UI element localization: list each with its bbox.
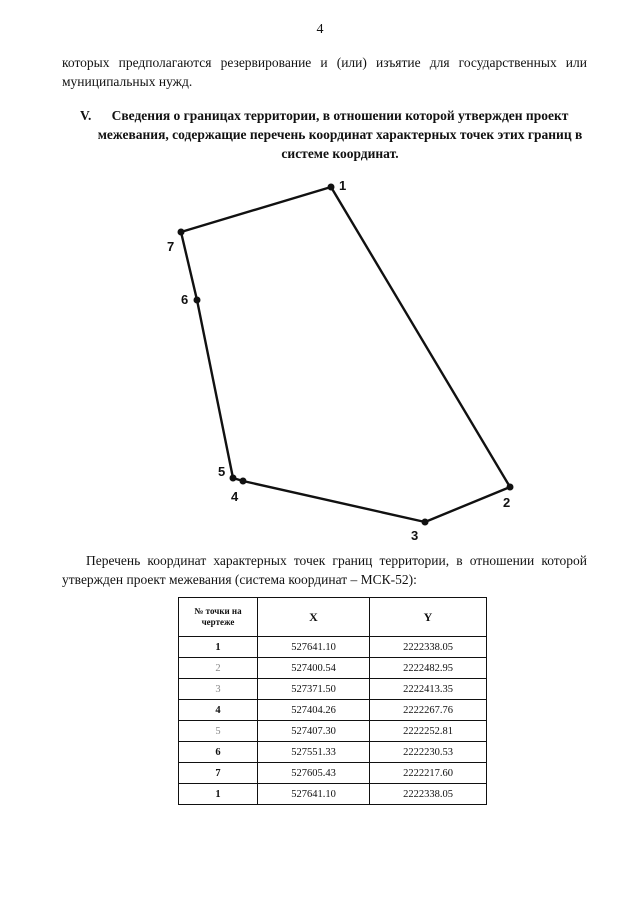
coords-caption: Перечень координат характерных точек границ территории, в отношении которой утвержден проект межевания (система координат – МСК-52): <box>62 553 587 587</box>
intro-paragraph: которых предполагаются резервирование и (или) изъятие для государственных или муниципальных нужд. <box>62 55 587 89</box>
table-row <box>179 742 487 763</box>
point-2-marker <box>507 484 514 491</box>
boundary-polygon <box>181 187 510 522</box>
cell-y: 2222338.05 <box>370 637 487 658</box>
cell-y: 2222252.81 <box>370 721 487 742</box>
cell-point: 4 <box>179 700 258 721</box>
cell-y: 2222267.76 <box>370 700 487 721</box>
cell-x: 527400.54 <box>258 658 370 679</box>
cell-point: 5 <box>179 721 258 742</box>
header-x: X <box>258 598 370 637</box>
point-label-6: 6 <box>181 292 189 307</box>
cell-point: 7 <box>179 763 258 784</box>
table-row <box>179 721 487 742</box>
cell-point: 3 <box>179 679 258 700</box>
point-label-3: 3 <box>411 528 419 543</box>
table-row <box>179 637 487 658</box>
table-header-row <box>179 598 487 637</box>
boundary-points <box>178 184 514 526</box>
cell-x: 527371.50 <box>258 679 370 700</box>
point-4-marker <box>240 478 247 485</box>
point-label-2: 2 <box>503 495 511 510</box>
point-7-marker <box>178 229 185 236</box>
table-row <box>179 658 487 679</box>
point-label-5: 5 <box>218 464 226 479</box>
cell-y: 2222413.35 <box>370 679 487 700</box>
point-label-7: 7 <box>167 239 175 254</box>
cell-x: 527404.26 <box>258 700 370 721</box>
cell-point: 6 <box>179 742 258 763</box>
point-6-marker <box>194 297 201 304</box>
table-row <box>179 679 487 700</box>
cell-point: 2 <box>179 658 258 679</box>
section-number: V. <box>80 108 92 123</box>
header-point-number: № точки на чертеже <box>179 598 258 637</box>
point-5-marker <box>230 475 237 482</box>
table-row <box>179 763 487 784</box>
point-label-1: 1 <box>339 178 347 193</box>
cell-y: 2222217.60 <box>370 763 487 784</box>
cell-x: 527641.10 <box>258 784 370 805</box>
section-title: Сведения о границах территории, в отношении которой утвержден проект межевания, содержащие перечень координат характерных точек этих границ в системе координат. <box>97 108 583 161</box>
point-1-marker <box>328 184 335 191</box>
point-3-marker <box>422 519 429 526</box>
cell-y: 2222338.05 <box>370 784 487 805</box>
table-row <box>179 700 487 721</box>
coordinates-table <box>178 597 487 805</box>
table-row <box>179 784 487 805</box>
cell-x: 527407.30 <box>258 721 370 742</box>
point-label-4: 4 <box>231 489 239 504</box>
header-y: Y <box>370 598 487 637</box>
cell-point: 1 <box>179 784 258 805</box>
cell-point: 1 <box>179 637 258 658</box>
cell-y: 2222482.95 <box>370 658 487 679</box>
cell-x: 527605.43 <box>258 763 370 784</box>
cell-x: 527551.33 <box>258 742 370 763</box>
page-number: 4 <box>316 22 324 37</box>
cell-y: 2222230.53 <box>370 742 487 763</box>
cell-x: 527641.10 <box>258 637 370 658</box>
